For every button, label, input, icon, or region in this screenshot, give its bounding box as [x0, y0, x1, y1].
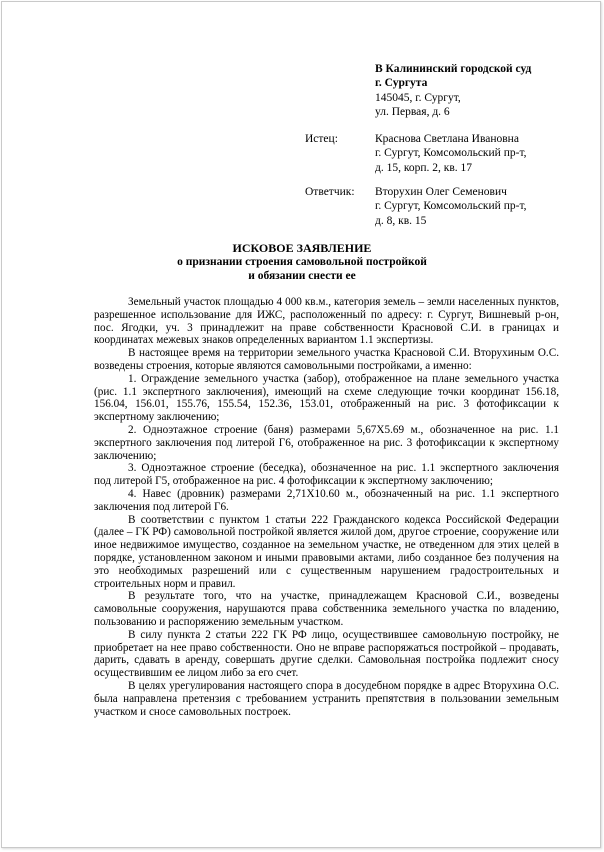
body-paragraph: 1. Ограждение земельного участка (забор), отображенное на плане земельного участка (рис. 1.1 экспертного заключения), имеющий на схеме следующие точки координат 156.18, 156.04, 156.01, 155.76, 155.54, 152.36, 153.01, отображенный на рис. 3 фотофиксации к экспертному заключению;: [94, 372, 559, 424]
defendant-address-line2: д. 8, кв. 15: [375, 214, 427, 227]
defendant-address-line1: г. Сургут, Комсомольский пр-т,: [375, 200, 527, 213]
body-paragraph: 2. Одноэтажное строение (баня) размерами 5,67X5.69 м., обозначенное на рис. 1.1 экспертного заключения под литерой Г6, отображенное на рис. 3 фотофиксации к экспертному заключению;: [94, 423, 559, 462]
document-page: [1, 1, 601, 848]
body-paragraph: Земельный участок площадью 4 000 кв.м., категория земель – земли населенных пунктов, разрешенное использование для ИЖС, расположенный по адресу: г. Сургут, Вишневый р-он, пос. Ягодки, уч. 3 принадлежит на праве собственности Красновой С.И. в границах и координатах межевых знаков определенных вариантом 1.1 экспертизы.: [94, 296, 559, 347]
defendant-name: Вторухин Олег Семенович: [375, 186, 507, 198]
court-address-line1: 145045, г. Сургут,: [375, 91, 461, 104]
body-paragraph: В соответствии с пунктом 1 статьи 222 Гражданского кодекса Российской Федерации (далее – ГК РФ) самовольной постройкой является жилой дом, другое строение, сооружение или иное недвижимое имущество, созданное на земельном участке, не отведенном для этих целей в порядке, установленном законом и иными правовыми актами, либо созданное без получения на это необходимых разрешений или с существенным нарушением градостроительных и строительных норм и правил.: [94, 513, 559, 590]
body-paragraph: 3. Одноэтажное строение (беседка), обозначенное на рис. 1.1 экспертного заключения под литерой Г5, отображенное на рис. 4 фотофиксации к экспертному заключению;: [94, 462, 559, 488]
document-title: ИСКОВОЕ ЗАЯВЛЕНИЕ: [232, 241, 372, 255]
court-city: г. Сургута: [375, 77, 428, 90]
body-paragraph: В настоящее время на территории земельного участка Красновой С.И. Вторухиным О.С. возведены строения, которые являются самовольными постройками, а именно:: [94, 347, 559, 372]
addressee-block: [375, 62, 585, 119]
plaintiff-address-line2: д. 15, корп. 2, кв. 17: [375, 161, 473, 174]
body-paragraph: В целях урегулирования настоящего спора в досудебном порядке в адрес Вторухина О.С. была направлена претензия с требованием устранить препятствия в пользовании земельным участком и сносе самовольных построек.: [94, 679, 559, 718]
plaintiff-name: Краснова Светлана Ивановна: [375, 133, 519, 145]
document-subtitle-line2: и обязании снести ее: [248, 270, 356, 282]
body-paragraph: В результате того, что на участке, принадлежащем Красновой С.И., возведены самовольные сооружения, нарушаются права собственника земельного участка по владению, пользованию и распоряжению земельным участком.: [94, 590, 559, 628]
defendant-label: Ответчик:: [305, 186, 355, 198]
body-paragraph: В силу пункта 2 статьи 222 ГК РФ лицо, осуществившее самовольную постройку, не приобретает на нее право собственности. Оно не вправе распоряжаться постройкой – продавать, дарить, сдавать в аренду, совершать другие сделки. Самовольная постройка подлежит сносу осуществившим ее лицом либо за его счет.: [94, 628, 559, 680]
plaintiff-label: Истец:: [305, 133, 338, 145]
court-name: В Калининский городской суд: [375, 63, 532, 75]
plaintiff-address-line1: г. Сургут, Комсомольский пр-т,: [375, 147, 527, 160]
body-paragraph: 4. Навес (дровник) размерами 2,71X10.60 м., обозначенный на рис. 1.1 экспертного заключения под литерой Г6.: [94, 487, 559, 513]
document-subtitle-line1: о признании строения самовольной постройкой: [177, 256, 427, 268]
document-body: [94, 296, 559, 718]
court-address-line2: ул. Первая, д. 6: [375, 105, 450, 118]
